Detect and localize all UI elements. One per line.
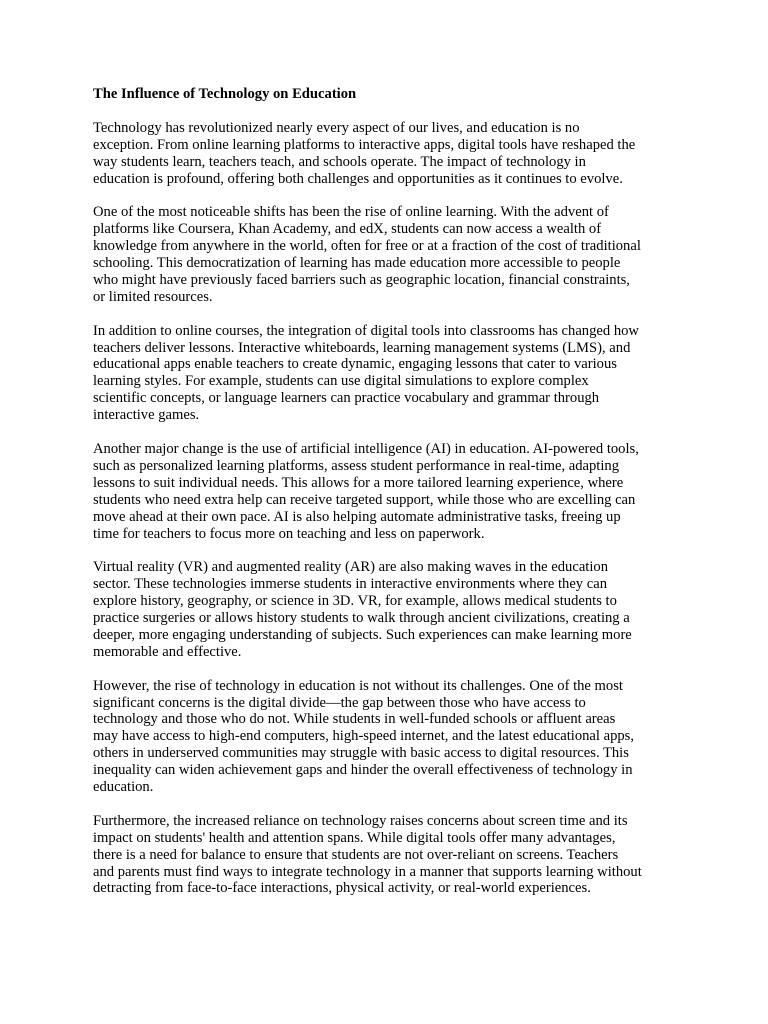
paragraph-line: platforms like Coursera, Khan Academy, and edX, students can now access a wealth of <box>93 221 602 238</box>
paragraph-4 <box>93 441 683 542</box>
paragraph-line: time for teachers to focus more on teaching and less on paperwork. <box>93 525 485 542</box>
paragraph-line: sector. These technologies immerse students in interactive environments where they can <box>93 576 608 593</box>
paragraph-line: impact on students' health and attention spans. While digital tools offer many advantages, <box>93 829 616 846</box>
paragraph-line: One of the most noticeable shifts has been the rise of online learning. With the advent of <box>93 204 609 221</box>
paragraph-line: explore history, geography, or science in 3D. VR, for example, allows medical students to <box>93 593 617 610</box>
paragraph-line: others in underserved communities may struggle with basic access to digital resources. This <box>93 745 629 762</box>
paragraph-line: practice surgeries or allows history students to walk through ancient civilizations, creating a <box>93 610 630 627</box>
paragraph-line: exception. From online learning platforms to interactive apps, digital tools have reshaped the <box>93 136 636 153</box>
paragraph-line: scientific concepts, or language learners can practice vocabulary and grammar through <box>93 390 600 407</box>
paragraph-line: students who need extra help can receive targeted support, while those who are excelling can <box>93 491 636 508</box>
paragraph-2 <box>93 204 683 305</box>
paragraph-line: memorable and effective. <box>93 643 242 660</box>
document-title: The Influence of Technology on Education <box>93 86 357 102</box>
paragraph-line: knowledge from anywhere in the world, often for free or at a fraction of the cost of traditional <box>93 238 641 255</box>
paragraph-line: schooling. This democratization of learning has made education more accessible to people <box>93 255 621 272</box>
paragraph-6 <box>93 678 683 796</box>
paragraph-line: detracting from face-to-face interactions, physical activity, or real-world experiences. <box>93 880 591 897</box>
paragraph-line: move ahead at their own pace. AI is also helping automate administrative tasks, freeing up <box>93 508 621 525</box>
paragraph-line: there is a need for balance to ensure that students are not over-reliant on screens. Teachers <box>93 846 619 863</box>
document-content <box>93 86 683 914</box>
paragraph-line: or limited resources. <box>93 288 213 305</box>
paragraph-line: Another major change is the use of artificial intelligence (AI) in education. AI-powered tools, <box>93 440 639 457</box>
paragraph-line: However, the rise of technology in education is not without its challenges. One of the most <box>93 677 623 694</box>
paragraph-7 <box>93 813 683 898</box>
paragraph-line: In addition to online courses, the integration of digital tools into classrooms has changed how <box>93 322 639 339</box>
paragraph-line: Virtual reality (VR) and augmented reality (AR) are also making waves in the education <box>93 559 608 576</box>
paragraph-line: Technology has revolutionized nearly every aspect of our lives, and education is no <box>93 119 580 136</box>
paragraph-line: learning styles. For example, students can use digital simulations to explore complex <box>93 373 589 390</box>
paragraph-line: Furthermore, the increased reliance on technology raises concerns about screen time and its <box>93 812 628 829</box>
paragraph-line: may have access to high-end computers, high-speed internet, and the latest educational apps, <box>93 728 635 745</box>
paragraph-line: technology and those who do not. While students in well-funded schools or affluent areas <box>93 711 616 728</box>
paragraph-line: inequality can widen achievement gaps and hinder the overall effectiveness of technology in <box>93 762 633 779</box>
paragraph-line: and parents must find ways to integrate technology in a manner that supports learning without <box>93 863 642 880</box>
paragraph-1 <box>93 120 683 188</box>
paragraph-line: educational apps enable teachers to create dynamic, engaging lessons that cater to various <box>93 356 617 373</box>
paragraph-line: education. <box>93 779 154 796</box>
paragraph-line: deeper, more engaging understanding of subjects. Such experiences can make learning more <box>93 626 632 643</box>
paragraph-line: who might have previously faced barriers such as geographic location, financial constraints, <box>93 271 630 288</box>
paragraph-5 <box>93 559 683 660</box>
paragraph-line: teachers deliver lessons. Interactive whiteboards, learning management systems (LMS), and <box>93 339 631 356</box>
paragraph-3 <box>93 323 683 424</box>
paragraph-line: significant concerns is the digital divide—the gap between those who have access to <box>93 694 586 711</box>
paragraph-line: education is profound, offering both challenges and opportunities as it continues to evolve. <box>93 170 623 187</box>
paragraph-line: way students learn, teachers teach, and schools operate. The impact of technology in <box>93 153 586 170</box>
paragraph-line: such as personalized learning platforms, assess student performance in real-time, adapting <box>93 457 620 474</box>
paragraph-line: lessons to suit individual needs. This allows for a more tailored learning experience, where <box>93 474 624 491</box>
paragraph-line: interactive games. <box>93 407 200 424</box>
